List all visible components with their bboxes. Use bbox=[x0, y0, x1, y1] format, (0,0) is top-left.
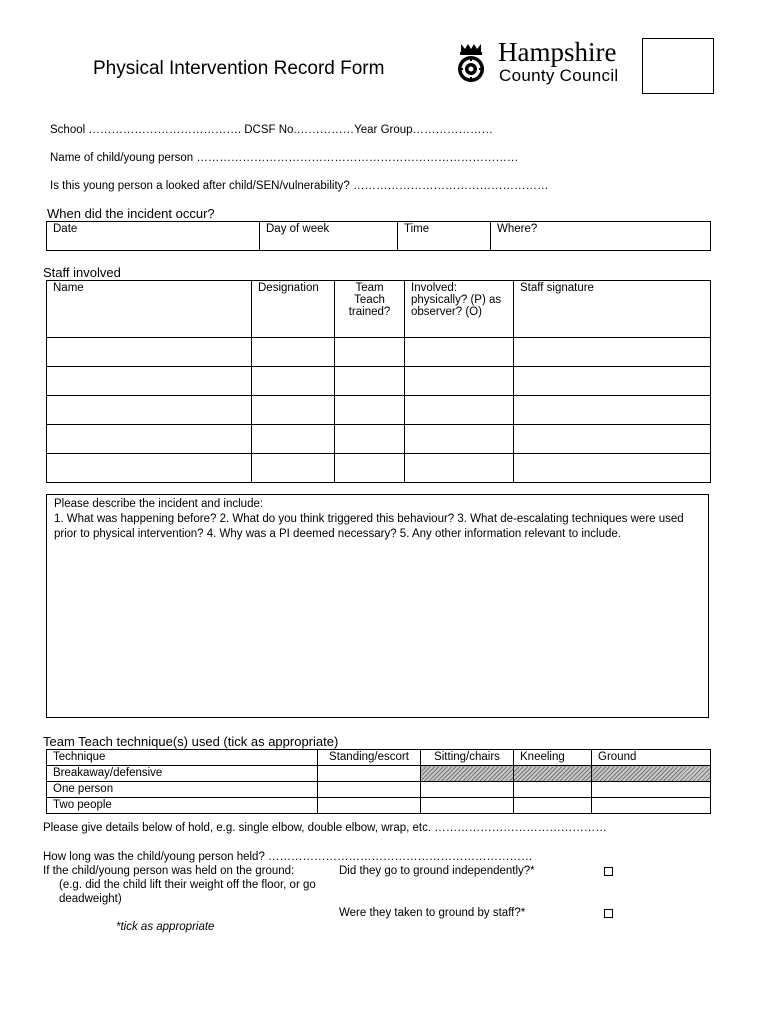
staff-cell[interactable] bbox=[252, 425, 335, 454]
col-designation: Designation bbox=[252, 281, 335, 338]
technique-row bbox=[47, 782, 711, 798]
q-ground-staff: Were they taken to ground by staff?* bbox=[339, 907, 526, 919]
col-signature: Staff signature bbox=[514, 281, 711, 338]
technique-cell[interactable] bbox=[592, 782, 711, 798]
col-involved: Involved: physically? (P) as observer? (O) bbox=[405, 281, 514, 338]
independent-checkbox[interactable] bbox=[604, 867, 613, 876]
col-team-teach: Team Teach trained? bbox=[335, 281, 405, 338]
technique-label: One person bbox=[47, 782, 318, 798]
staff-cell[interactable] bbox=[514, 396, 711, 425]
school-field[interactable]: School …………………………………. DCSF No.……………Year Group………………… bbox=[50, 124, 494, 136]
staff-cell[interactable] bbox=[252, 367, 335, 396]
staff-cell[interactable] bbox=[335, 396, 405, 425]
staff-cell[interactable] bbox=[335, 454, 405, 483]
shaded-cell bbox=[421, 766, 514, 782]
day-cell[interactable]: Day of week bbox=[260, 222, 398, 251]
shaded-cell bbox=[514, 766, 592, 782]
col-kneeling: Kneeling bbox=[514, 750, 592, 766]
staff-cell[interactable] bbox=[405, 454, 514, 483]
col-name: Name bbox=[47, 281, 252, 338]
ground-example-1: (e.g. did the child lift their weight off the floor, or go bbox=[59, 879, 316, 891]
technique-label: Two people bbox=[47, 798, 318, 814]
staff-cell[interactable] bbox=[47, 425, 252, 454]
staff-row bbox=[47, 367, 711, 396]
col-ground: Ground bbox=[592, 750, 711, 766]
photo-box bbox=[642, 38, 714, 94]
q-ground-independent: Did they go to ground independently?* bbox=[339, 865, 535, 877]
staff-cell[interactable] bbox=[47, 396, 252, 425]
time-cell[interactable]: Time bbox=[398, 222, 491, 251]
staff-cell[interactable] bbox=[47, 338, 252, 367]
technique-cell[interactable] bbox=[421, 798, 514, 814]
col-sitting: Sitting/chairs bbox=[421, 750, 514, 766]
ground-example-2: deadweight) bbox=[59, 893, 122, 905]
looked-after-field[interactable]: Is this young person a looked after child/SEN/vulnerability? …………………………………………… bbox=[50, 180, 549, 192]
shaded-cell bbox=[592, 766, 711, 782]
staff-heading: Staff involved bbox=[43, 265, 121, 280]
col-standing: Standing/escort bbox=[318, 750, 421, 766]
logo-subtitle: County Council bbox=[499, 66, 619, 85]
staff-cell[interactable] bbox=[335, 338, 405, 367]
col-technique: Technique bbox=[47, 750, 318, 766]
hold-details-field[interactable]: Please give details below of hold, e.g. single elbow, double elbow, wrap, etc. ……………………………………… bbox=[43, 822, 607, 834]
staff-row bbox=[47, 338, 711, 367]
staff-cell[interactable] bbox=[405, 425, 514, 454]
technique-cell[interactable] bbox=[592, 798, 711, 814]
incident-description-box[interactable] bbox=[46, 494, 709, 718]
staff-cell[interactable] bbox=[405, 367, 514, 396]
staff-cell[interactable] bbox=[47, 454, 252, 483]
technique-cell[interactable] bbox=[318, 766, 421, 782]
ground-intro: If the child/young person was held on the ground: bbox=[43, 865, 295, 877]
staff-cell[interactable] bbox=[514, 454, 711, 483]
staff-table bbox=[46, 280, 711, 483]
technique-cell[interactable] bbox=[318, 798, 421, 814]
technique-cell[interactable] bbox=[514, 798, 592, 814]
technique-cell[interactable] bbox=[318, 782, 421, 798]
staff-cell[interactable] bbox=[514, 367, 711, 396]
county-crest-icon bbox=[455, 42, 487, 84]
child-name-field[interactable]: Name of child/young person ………………………………………………………………………… bbox=[50, 152, 519, 164]
staff-cell[interactable] bbox=[405, 338, 514, 367]
staff-cell[interactable] bbox=[405, 396, 514, 425]
tick-footnote: *tick as appropriate bbox=[116, 921, 215, 933]
technique-row bbox=[47, 766, 711, 782]
technique-heading: Team Teach technique(s) used (tick as appropriate) bbox=[43, 734, 339, 749]
incident-table bbox=[46, 221, 711, 251]
staff-row bbox=[47, 425, 711, 454]
staff-ground-checkbox[interactable] bbox=[604, 909, 613, 918]
logo-name: Hampshire bbox=[498, 37, 617, 67]
staff-cell[interactable] bbox=[252, 454, 335, 483]
where-cell[interactable]: Where? bbox=[491, 222, 711, 251]
staff-row bbox=[47, 396, 711, 425]
staff-cell[interactable] bbox=[252, 338, 335, 367]
description-intro: Please describe the incident and include: bbox=[54, 498, 264, 510]
technique-cell[interactable] bbox=[421, 782, 514, 798]
staff-cell[interactable] bbox=[47, 367, 252, 396]
staff-cell[interactable] bbox=[335, 367, 405, 396]
date-cell[interactable]: Date bbox=[47, 222, 260, 251]
technique-label: Breakaway/defensive bbox=[47, 766, 318, 782]
staff-row bbox=[47, 454, 711, 483]
hold-duration-field[interactable]: How long was the child/young person held? …………………………………………………………… bbox=[43, 851, 533, 863]
technique-cell[interactable] bbox=[514, 782, 592, 798]
technique-table bbox=[46, 749, 711, 814]
staff-cell[interactable] bbox=[335, 425, 405, 454]
incident-heading: When did the incident occur? bbox=[47, 206, 215, 221]
staff-cell[interactable] bbox=[514, 425, 711, 454]
description-questions: 1. What was happening before? 2. What do you think triggered this behaviour? 3. What de-escalating techniques were used prior to physical intervention? 4. Why was a PI deemed necessary? 5. Any other information relevant to include. bbox=[54, 513, 684, 540]
staff-cell[interactable] bbox=[252, 396, 335, 425]
staff-cell[interactable] bbox=[514, 338, 711, 367]
technique-row bbox=[47, 798, 711, 814]
form-title: Physical Intervention Record Form bbox=[93, 58, 385, 79]
